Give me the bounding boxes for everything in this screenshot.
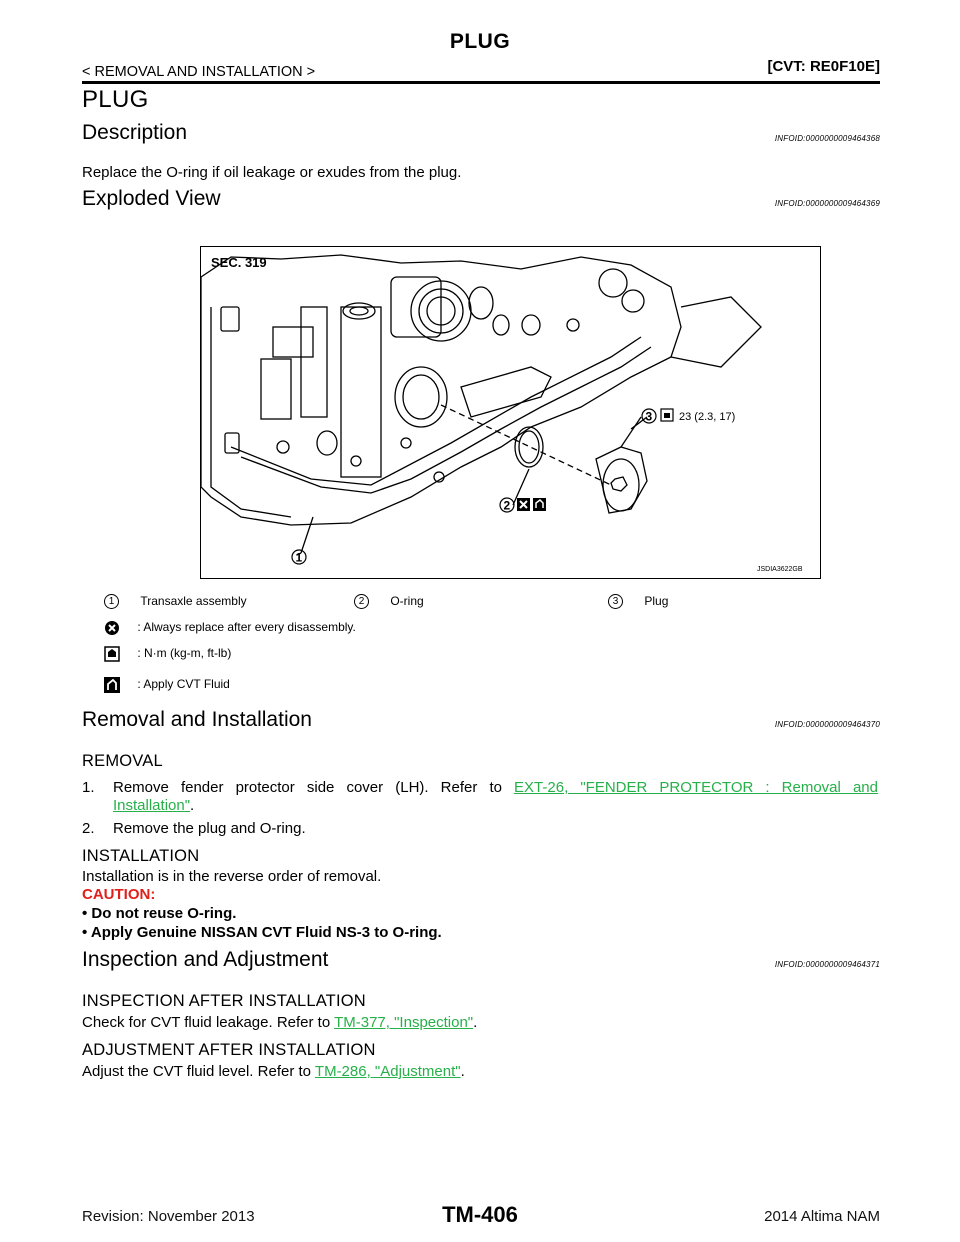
step-1-number: 1. (82, 779, 95, 796)
step-1-link[interactable]: EXT-26, "FENDER PROTECTOR : Removal and (514, 779, 878, 796)
legend-symbol-fluid-label: : Apply CVT Fluid (137, 677, 230, 692)
torque-icon (661, 409, 673, 421)
step-2-text: Remove the plug and O-ring. (113, 820, 306, 837)
replace-icon (517, 498, 530, 511)
step-1-link-continued[interactable]: Installation" (113, 797, 191, 814)
adjustment-subheading: ADJUSTMENT AFTER INSTALLATION (82, 1041, 376, 1059)
callout-2 (500, 498, 514, 513)
figure-code: JSDIA3622GB (757, 566, 803, 573)
torque-icon (104, 646, 120, 662)
inspection-end: . (473, 1014, 478, 1031)
removal-subheading: REMOVAL (82, 752, 163, 770)
adjustment-end: . (460, 1063, 465, 1080)
legend-symbol-replace (104, 620, 356, 636)
caution-item-1: • Do not reuse O-ring. (82, 905, 237, 922)
step-2-number: 2. (82, 820, 95, 837)
header-title: PLUG (449, 30, 511, 53)
step-1-line-1 (113, 779, 878, 796)
inspection-line (82, 1014, 477, 1031)
exploded-infoid: INFOID:0000000009464369 (774, 199, 880, 208)
legend-symbol-replace-label: : Always replace after every disassembly. (137, 620, 356, 635)
callout-2-number: 2 (503, 498, 511, 513)
installation-subheading: INSTALLATION (82, 847, 200, 865)
header-rule (82, 81, 880, 84)
fluid-icon (533, 498, 546, 511)
inspection-heading: Inspection and Adjustment (82, 948, 329, 971)
legend-item-2 (354, 594, 424, 609)
description-infoid: INFOID:0000000009464368 (774, 134, 880, 143)
callout-1-number: 1 (295, 550, 303, 565)
replace-icon (104, 620, 120, 636)
adjustment-line (82, 1063, 465, 1080)
legend-num-3: 3 (608, 594, 623, 609)
legend-item-1 (104, 594, 247, 609)
inspection-infoid: INFOID:0000000009464371 (774, 960, 880, 969)
caution-label: CAUTION: (82, 886, 156, 903)
transaxle-illustration (201, 247, 820, 578)
fluid-icon (104, 677, 120, 693)
figure-sec-label: SEC. 319 (211, 255, 267, 270)
legend-label-3: Plug (644, 594, 669, 608)
step-1-text: Remove fender protector side cover (LH). Refer to (113, 779, 502, 796)
exploded-figure (200, 246, 821, 579)
callout-3 (642, 409, 656, 424)
header-model: [CVT: RE0F10E] (767, 58, 880, 75)
legend-symbol-fluid (104, 677, 230, 693)
inspection-link[interactable]: TM-377, "Inspection" (334, 1014, 474, 1031)
caution-item-2: • Apply Genuine NISSAN CVT Fluid NS-3 to O-ring. (82, 924, 442, 941)
inspection-text: Check for CVT fluid leakage. Refer to (82, 1014, 331, 1031)
removal-heading: Removal and Installation (82, 708, 312, 731)
torque-value: 23 (2.3, 17) (679, 411, 736, 423)
callout-1 (292, 550, 306, 565)
legend-num-2: 2 (354, 594, 369, 609)
footer-revision: Revision: November 2013 (82, 1208, 255, 1225)
legend-num-1: 1 (104, 594, 119, 609)
footer-page-number: TM-406 (442, 1202, 518, 1227)
legend-symbol-torque-label: : N·m (kg-m, ft-lb) (137, 646, 232, 661)
installation-text: Installation is in the reverse order of removal. (82, 868, 382, 885)
footer-model: 2014 Altima NAM (764, 1208, 880, 1225)
removal-step-2 (82, 820, 95, 837)
header-section: < REMOVAL AND INSTALLATION > (82, 64, 316, 80)
adjustment-text: Adjust the CVT fluid level. Refer to (82, 1063, 311, 1080)
adjustment-link[interactable]: TM-286, "Adjustment" (314, 1063, 461, 1080)
description-heading: Description (82, 121, 188, 144)
description-text: Replace the O-ring if oil leakage or exudes from the plug. (82, 164, 462, 181)
legend-label-2: O-ring (390, 594, 424, 608)
inspection-subheading: INSPECTION AFTER INSTALLATION (82, 992, 366, 1010)
legend-item-3 (608, 594, 668, 609)
legend-label-1: Transaxle assembly (140, 594, 247, 608)
removal-infoid: INFOID:0000000009464370 (774, 720, 880, 729)
page-title: PLUG (82, 86, 149, 113)
callout-3-number: 3 (645, 409, 653, 424)
removal-step-1 (82, 779, 95, 796)
exploded-heading: Exploded View (82, 187, 221, 210)
step-1-end: . (190, 797, 195, 814)
step-1-line-2 (113, 797, 194, 814)
legend-symbol-torque (104, 646, 231, 662)
